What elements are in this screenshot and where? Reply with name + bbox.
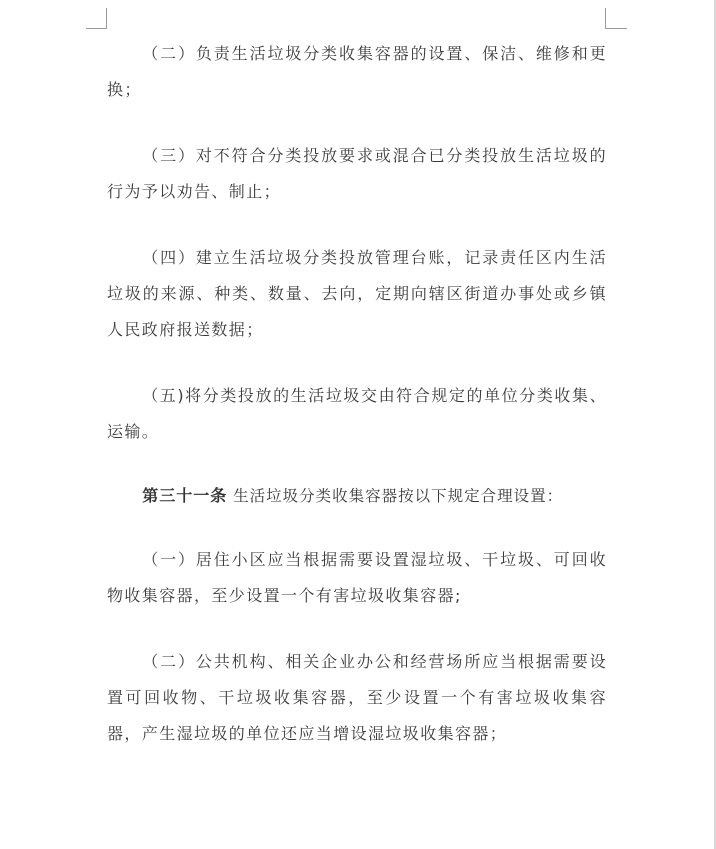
margin-corner-mark-top-right [605, 28, 627, 29]
article-31 [107, 478, 607, 514]
article-text: 生活垃圾分类收集容器按以下规定合理设置： [227, 487, 564, 505]
paragraph-item-3: （三）对不符合分类投放要求或混合已分类投放生活垃圾的行为予以劝告、制止； [107, 146, 607, 201]
article-heading: 第三十一条 [142, 486, 228, 505]
paragraph-item-5: （五)将分类投放的生活垃圾交由符合规定的单位分类收集、运输。 [107, 386, 607, 441]
list-item-1: （一）居住小区应当根据需要设置湿垃圾、干垃圾、可回收物收集容器，至少设置一个有害垃圾收集容器; [107, 550, 607, 605]
list-item-2: （二）公共机构、相关企业办公和经营场所应当根据需要设置可回收物、干垃圾收集容器，至少设置一个有害垃圾收集容器，产生湿垃圾的单位还应当增设湿垃圾收集容器； [107, 652, 607, 743]
paragraph-item-2: （二）负责生活垃圾分类收集容器的设置、保洁、维修和更换； [107, 44, 607, 99]
document-body[interactable] [107, 36, 607, 752]
margin-corner-mark-top-left [86, 28, 107, 29]
margin-corner-mark-top-left [106, 8, 107, 28]
paragraph-item-4: （四）建立生活垃圾分类投放管理台账，记录责任区内生活垃圾的来源、种类、数量、去向，定期向辖区街道办事处或乡镇人民政府报送数据； [107, 248, 607, 339]
margin-corner-mark-top-right [605, 8, 606, 28]
